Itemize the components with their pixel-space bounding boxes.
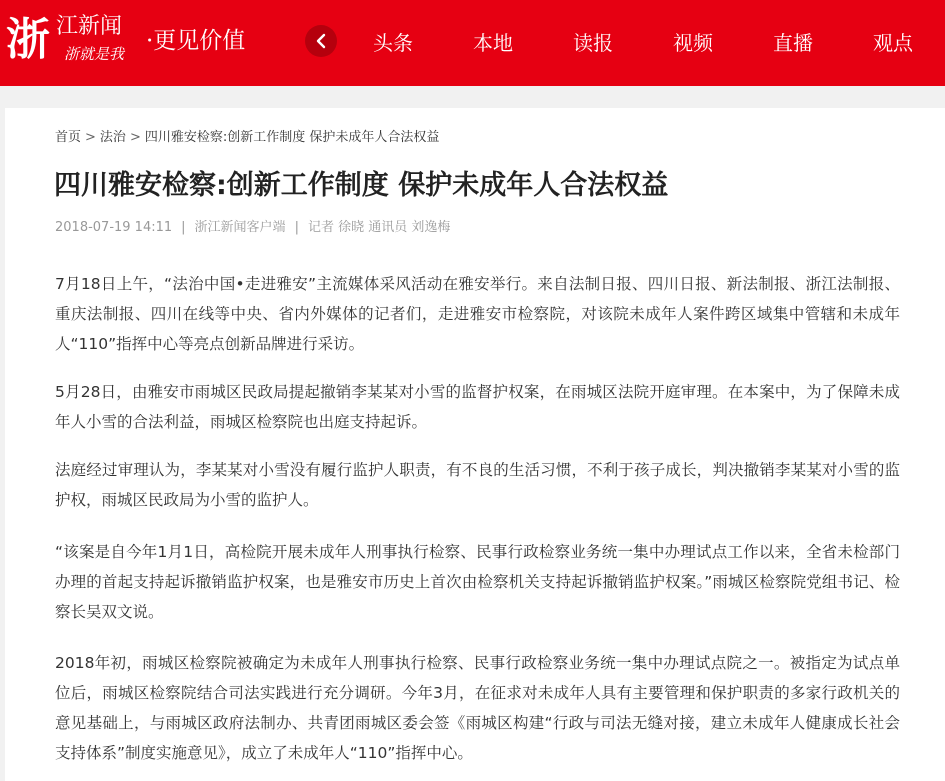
article-date: 2018-07-19 14:11 xyxy=(55,220,173,235)
article-title: 四川雅安检察:创新工作制度 保护未成年人合法权益 xyxy=(54,170,669,201)
breadcrumb-separator: > xyxy=(129,130,141,145)
article-paragraph: 2018年初，雨城区检察院被确定为未成年人刑事执行检察、民事行政检察业务统一集中办理试点院之一。被指定为试点单位后，雨城区检察院结合司法实践进行充分调研。今年3月，在征求对未成年人具有主要管理和保护职责的多家行政机关的意见基础上，与雨城区政府法制办、共青团雨城区委会签《雨城区构建“行政与司法无缝对接，建立未成年人健康成长社会支持体系”制度实施意见》，成立了未成年人“110”指挥中心。 xyxy=(55,654,900,762)
meta-divider: | xyxy=(181,220,186,235)
nav-live[interactable]: 直播 xyxy=(773,31,813,55)
breadcrumb-category[interactable]: 法治 xyxy=(99,130,126,145)
logo-brand: 江新闻 xyxy=(56,14,123,39)
chevron-left-icon xyxy=(314,33,328,49)
article-paragraph: 5月28日，由雅安市雨城区民政局提起撤销李某某对小雪的监督护权案，在雨城区法院开庭审理。在本案中，为了保障未成年人小雪的合法利益，雨城区检察院也出庭支持起诉。 xyxy=(55,383,900,431)
article-meta xyxy=(55,219,450,237)
nav-newspaper[interactable]: 读报 xyxy=(573,31,613,55)
breadcrumb xyxy=(55,129,439,147)
logo-char: 浙 xyxy=(6,14,48,65)
logo-subtitle: 浙就是我 xyxy=(64,45,125,63)
article-source: 浙江新闻客户端 xyxy=(194,220,286,235)
nav-opinion[interactable]: 观点 xyxy=(873,31,913,55)
breadcrumb-current: 四川雅安检察:创新工作制度 保护未成年人合法权益 xyxy=(144,130,440,145)
article-paragraph: 法庭经过审理认为，李某某对小雪没有履行监护人职责，有不良的生活习惯，不利于孩子成长，判决撤销李某某对小雪的监护权，雨城区民政局为小雪的监护人。 xyxy=(55,461,900,509)
article-paragraph: “该案是自今年1月1日，高检院开展未成年人刑事执行检察、民事行政检察业务统一集中办理试点工作以来，全省未检部门办理的首起支持起诉撤销监护权案，也是雅安市历史上首次由检察机关支持起诉撤销监护权案。”雨城区检察院党组书记、检察长吴双文说。 xyxy=(55,543,900,621)
nav-local[interactable]: 本地 xyxy=(473,31,513,55)
breadcrumb-home[interactable]: 首页 xyxy=(55,130,82,145)
nav-video[interactable]: 视频 xyxy=(673,31,713,55)
slogan: ·更见价值 xyxy=(146,28,246,54)
top-bar xyxy=(0,0,945,86)
meta-divider: | xyxy=(294,220,299,235)
back-button[interactable] xyxy=(305,25,337,57)
article-paragraph: 7月18日上午，“法治中国•走进雅安”主流媒体采风活动在雅安举行。来自法制日报、四川日报、新法制报、浙江法制报、重庆法制报、四川在线等中央、省内外媒体的记者们，走进雅安市检察院，对该院未成年人案件跨区域集中管辖和未成年人“110”指挥中心等亮点创新品牌进行采访。 xyxy=(55,275,900,353)
nav-toutiao[interactable]: 头条 xyxy=(373,31,413,55)
article-authors: 记者 徐晓 通讯员 刘逸梅 xyxy=(307,220,451,235)
breadcrumb-separator: > xyxy=(85,130,96,145)
